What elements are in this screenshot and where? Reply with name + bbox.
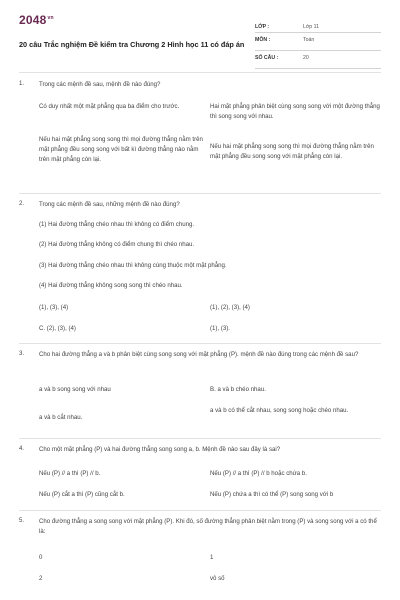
question-number: 2.	[19, 200, 25, 207]
meta-row-count	[255, 51, 381, 69]
answer-option[interactable]: Nếu (P) chứa a thì có thể (P) song song với b	[210, 491, 334, 498]
meta-value: Toán	[303, 37, 315, 43]
statement: (1) Hai đường thẳng chéo nhau thì không có điểm chung.	[39, 221, 195, 228]
answer-option[interactable]: C. (2), (3), (4)	[39, 325, 76, 332]
statement: (4) Hai đường thẳng không song song thì chéo nhau.	[39, 282, 183, 289]
question-text: Trong các mệnh đề sau, mệnh đề nào đúng?	[39, 81, 161, 88]
section-divider	[19, 72, 381, 73]
question-number: 3.	[19, 350, 25, 357]
meta-key: LỚP :	[255, 24, 270, 30]
question-number: 5.	[19, 517, 25, 524]
question-3	[19, 350, 381, 435]
question-text: Cho một mặt phẳng (P) và hai đường thẳng song song a, b. Mệnh đề nào sau đây là sai?	[39, 446, 281, 453]
meta-key: SỐ CÂU :	[255, 55, 279, 61]
answer-option[interactable]: Có duy nhất một mặt phẳng qua ba điểm cho trước.	[39, 103, 180, 110]
statement: (2) Hai đường thẳng không có điểm chung thì chéo nhau.	[39, 241, 195, 248]
statement: (3) Hai đường thẳng chéo nhau thì không cùng thuộc một mặt phẳng.	[39, 262, 227, 269]
answer-option[interactable]: (1), (2), (3), (4)	[210, 304, 250, 311]
answer-option[interactable]: Nếu (P) // a thì (P) // b.	[39, 470, 101, 477]
answer-option[interactable]: a và b có thể cắt nhau, song song hoặc chéo nhau.	[210, 407, 349, 414]
meta-row-subject	[255, 33, 381, 51]
site-logo[interactable]	[19, 13, 54, 27]
logo-suffix: vn	[47, 15, 54, 21]
meta-value: 20	[303, 55, 309, 61]
answer-option[interactable]: Nếu hai mặt phẳng song song thì mọi đường thẳng nằm trên mặt phẳng đều song song với bất kì đường thẳng nào nằm trên mặt phẳng còn lại.	[39, 136, 203, 163]
question-number: 1.	[19, 80, 25, 87]
section-divider	[19, 343, 381, 344]
answer-option[interactable]: 0	[39, 554, 43, 561]
section-divider	[19, 438, 381, 439]
question-5	[19, 517, 381, 597]
worksheet-title: 20 câu Trắc nghiệm Đề kiểm tra Chương 2 Hình học 11 có đáp án	[19, 40, 245, 49]
answer-option[interactable]: (1), (3).	[210, 325, 230, 332]
answer-option[interactable]: Hai mặt phẳng phân biệt cùng song song với một đường thẳng thì song song với nhau.	[210, 103, 380, 120]
answer-option[interactable]: 1	[210, 554, 214, 561]
question-text: Cho hai đường thẳng a và b phân biệt cùng song song với mặt phẳng (P). mệnh đề nào đúng trong các mệnh đề sau?	[39, 351, 359, 358]
meta-table	[255, 24, 381, 69]
question-number: 4.	[19, 445, 25, 452]
meta-key: MÔN :	[255, 37, 271, 43]
logo-text: 2048	[19, 13, 47, 27]
question-4	[19, 445, 381, 507]
question-text: Cho đường thẳng a song song với mặt phẳng (P). Khi đó, số đường thẳng phân biệt nằm trong (P) và song song với a có thể là:	[39, 518, 377, 535]
answer-option[interactable]: vô số	[210, 575, 225, 582]
answer-option[interactable]: Nếu hai mặt phẳng song song thì mọi đường thẳng nằm trên mặt phẳng đều song song với mặt phẳng còn lại.	[210, 143, 374, 160]
answer-option[interactable]: Nếu (P) // a thì (P) // b hoặc chứa b.	[210, 470, 307, 477]
question-2	[19, 200, 381, 340]
section-divider	[19, 193, 381, 194]
question-text: Trong các mệnh đề sau, những mệnh đề nào đúng?	[39, 201, 180, 208]
answer-option[interactable]: B. a và b chéo nhau.	[210, 386, 266, 393]
worksheet-header	[19, 10, 381, 80]
answer-option[interactable]: Nếu (P) cắt a thì (P) cũng cắt b.	[39, 491, 125, 498]
answer-option[interactable]: (1), (3), (4)	[39, 304, 69, 311]
section-divider	[19, 510, 381, 511]
answer-option[interactable]: a và b cắt nhau.	[39, 414, 83, 421]
answer-option[interactable]: 2	[39, 575, 43, 582]
meta-row-class	[255, 24, 381, 33]
meta-value: Lớp 11	[303, 24, 319, 30]
question-1	[19, 80, 381, 190]
answer-option[interactable]: a và b song song với nhau	[39, 386, 111, 393]
